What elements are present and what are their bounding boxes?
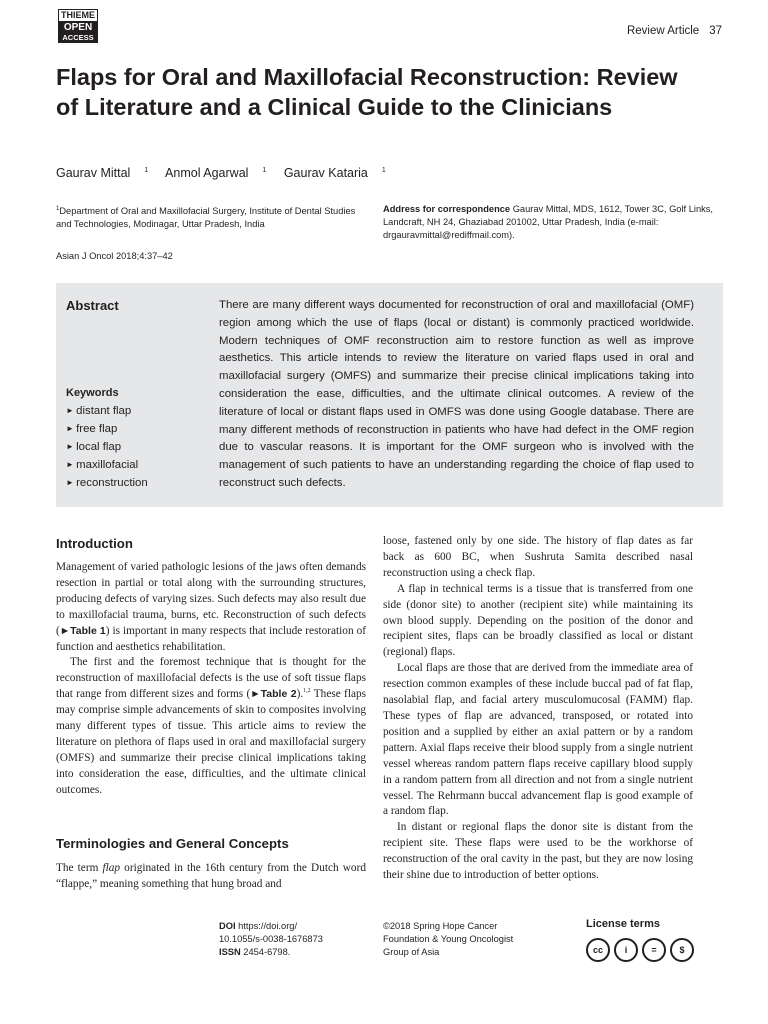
doi-link[interactable]: https://doi.org/ [238, 921, 298, 931]
author: Gaurav Kataria $^1$ [283, 166, 386, 180]
terminology-heading: Terminologies and General Concepts [56, 836, 289, 851]
paragraph: Local flaps are those that are derived from the immediate area of resection common examples of these include buccal pad of fat flap, nasolabial flap, and facial artery musculomucosal (FAMM) flap. These types of flap are advanced, transposed, or rotated into position and a supplied by either an axial pattern or by a random pattern. Axial flaps receive their blood supply from a single nutrient vessel whereas random pattern flaps receive capillary blood supply in a random pattern from all direction and not from a single nutrient vessel. The Rehrmann buccal advancement flap is good example of a random flap. [383, 662, 693, 818]
license-icons[interactable] [586, 938, 698, 962]
paragraph: In distant or regional flaps the donor site is distant from the recipient site. These flaps were used to be the workhorse of reconstruction of the oral cavity in the past, but they are now losing their shine due to introduction of better options. [383, 821, 693, 882]
doi-block: DOI https://doi.org/ 10.1055/s-0038-1676873 ISSN 2454-6798. [219, 921, 323, 957]
logo-line-access: ACCESS [62, 33, 94, 42]
author: Anmol Agarwal $^1$ [165, 166, 267, 180]
publisher-logo [58, 9, 98, 43]
article-title: Flaps for Oral and Maxillofacial Reconstruction: Review of Literature and a Clinical Guide to the Clinicians [56, 64, 678, 120]
paragraph: A flap in technical terms is a tissue that is transferred from one side (donor site) to another (recipient site) while maintaining its own blood supply. Depending on the position of the donor and recipient sites, flaps can be broadly classified as local or distant (regional) flaps. [383, 582, 693, 659]
table-1-link[interactable]: ►Table 1 [59, 624, 106, 637]
introduction-heading: Introduction [56, 536, 133, 551]
paragraph: Management of varied pathologic lesions of the jaws often demands resection in partial or total along with the surrounding structures, producing defects of varying sizes. Such defects may also result due to maxillofacial trauma, burns, etc. Reconstruction of such defects (►Table 1) is important in many respects that include restoration of function and aesthetics rehabilitation. [56, 561, 367, 653]
paragraph: loose, fastened only by one side. The history of flap dates as far back as 600 BC, when Sushruta Samita described nasal reconstruction using a check flap. [383, 535, 693, 579]
table-2-link[interactable]: ►Table 2 [250, 688, 297, 701]
keyword-item: ► free flap [66, 420, 148, 438]
keyword-item: ► maxillofacial [66, 456, 148, 474]
paragraph: The first and the foremost technique that is thought for the reconstruction of maxillofacial defects is the use of soft tissue flaps that range from different sizes and forms (►Table 2).$^{1,2}$ These flaps may comprise simple advancements of skin to composites involving many different types of tissue. This article aims to review the literature on plethora of flaps used in oral and maxillofacial surgery (OMFS) and summarize their precise clinical implications taking into consideration the ease, difficulties, and the ultimate clinical outcomes. [56, 656, 367, 796]
article-type: Review Article [626, 25, 700, 37]
page-number: 37 [709, 25, 722, 37]
logo-line-thieme: THIEME [60, 10, 95, 20]
correspondence-address: Address for correspondence Gaurav Mittal, MDS, 1612, Tower 3C, Golf Links, Landcraft, NH 24, Ghaziabad 201002, Uttar Pradesh, India (e-mail: drgauravmittal@rediffmail.com). [383, 204, 713, 240]
author-list [56, 166, 400, 180]
keyword-item: ► reconstruction [66, 474, 148, 492]
logo-line-open: OPEN [63, 22, 93, 33]
nd-icon: = [642, 938, 666, 962]
journal-citation: Asian J Oncol 2018;4:37–42 [56, 251, 173, 261]
abstract-heading: Abstract [66, 298, 119, 313]
keyword-item: ► distant flap [66, 402, 148, 420]
abstract-text: There are many different ways documented for reconstruction of oral and maxillofacial (OMF) region among which the use of flaps (local or distant) is commonly practiced worldwide. Modern techniques of OMF reconstruction aim to restore function as well as improve aesthetics. This article intends to review the literature on varied flaps used in oral and maxillofacial surgery (OMFS) and summarize their precise clinical implications taking into consideration the ease, difficulties, and the ultimate clinical outcomes. A review of the literature of local or distant flaps used in OMFS was done using Google database. There are many different methods of reconstruction in patients who have had defect in the OMF region due to vascular reasons. It is important for the OMF surgeon who is involved with the management of such patients to have an understanding regarding the choice of flap used to reconstruct such defects. [219, 299, 694, 489]
by-icon: i [614, 938, 638, 962]
paragraph: The term flap originated in the 16th century from the Dutch word “flappe,” meaning something that hung broad and [56, 862, 366, 890]
left-column-continued [56, 861, 366, 893]
license-title: License terms [586, 918, 660, 930]
keywords-list [66, 402, 148, 492]
author: Gaurav Mittal $^1$ [56, 166, 149, 180]
nc-icon: $ [670, 938, 694, 962]
left-column [56, 560, 366, 799]
running-head [627, 25, 722, 37]
copyright-block: ©2018 Spring Hope Cancer Foundation & Young Oncologist Group of Asia [383, 921, 514, 957]
keywords-heading: Keywords [66, 387, 119, 399]
affiliation: $^1$Department of Oral and Maxillofacial Surgery, Institute of Dental Studies and Technologies, Modinagar, Uttar Pradesh, India [56, 206, 356, 230]
cc-icon: cc [586, 938, 610, 962]
keyword-item: ► local flap [66, 438, 148, 456]
right-column [383, 534, 693, 884]
